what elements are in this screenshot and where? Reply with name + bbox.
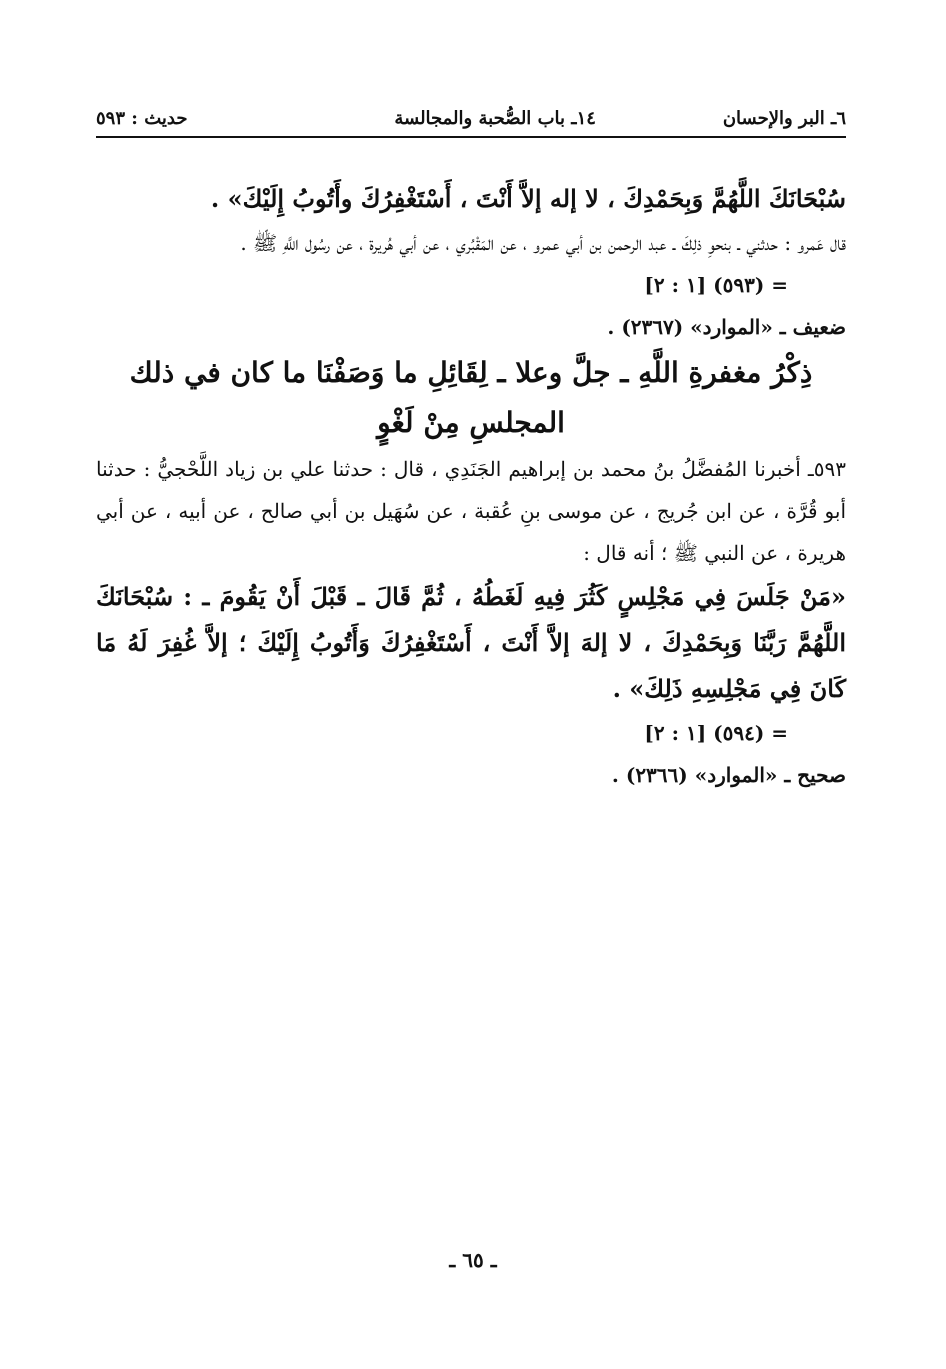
hadith-grade: صحيح ـ «الموارد» (٢٣٦٦) .: [611, 763, 846, 787]
hadith-grade: ضعيف ـ «الموارد» (٢٣٦٧) .: [607, 315, 846, 339]
isnad-paragraph: ٥٩٣ـ أخبرنا المُفضَّلُ بنُ محمد بن إبراهيم الجَنَدِي ، قال : حدثنا علي بن زياد اللَّحْجيُّ : حدثنا أبو قُرَّة ، عن ابن جُريج ، عن موسى بنِ عُقبة ، عن سُهَيل بن أبي صالح ، عن أبيه ، عن أبي هريرة ، عن النبي ﷺ ؛ أنه قال :: [96, 457, 846, 565]
isnad-paragraph: قال عَمرو : حدثني ـ بنحوِ ذلِكَ ـ عبد الرحمن بن أبي عمرو ، عن المَقْبُري ، عن أبي هُريرة ، عن رسُول اللَّهِ ﷺ .: [240, 231, 846, 255]
header-section: ١٤ـ باب الصُّحبة والمجالسة: [394, 107, 596, 129]
hadith-reference: = (٥٩٤) [١ : ٢]: [644, 721, 788, 745]
section-heading: ذِكْرُ مغفرةِ اللَّهِ ـ جلَّ وعلا ـ لِقَائِلِ ما وَصَفْنَا ما كان في ذلك المجلسِ مِنْ لَغْوٍ: [129, 356, 813, 439]
page-number: ـ ٦٥ ـ: [449, 1248, 497, 1272]
prophetic-text-continuation: سُبْحَانَكَ اللَّهُمَّ وَبِحَمْدِكَ ، لا إله إلاَّ أَنْتَ ، أَسْتَغْفِرُكَ وأَتُوبُ إِلَيْكَ» .: [210, 184, 846, 213]
prophetic-text: «مَنْ جَلَسَ فِي مَجْلِسٍ كَثُرَ فِيهِ لَغَطُهُ ، ثُمَّ قَالَ ـ قَبْلَ أَنْ يَقُومَ ـ : سُبْحَانَكَ اللَّهُمَّ رَبَّنَا وَبِحَمْدِكَ ، لا إلهَ إلاَّ أَنْتَ ، أَسْتَغْفِرُكَ وَأَتُوبُ إِلَيْكَ ؛ إلاَّ غُفِرَ لَهُ مَا كَانَ فِي مَجْلِسِهِ ذَلِكَ» .: [96, 582, 846, 703]
hadith-reference: = (٥٩٣) [١ : ٢]: [644, 273, 788, 297]
header-hadith-ref: حديث : ٥٩٣: [96, 107, 188, 129]
header-chapter: ٦ـ البر والإحسان: [722, 107, 846, 129]
page-body: [96, 176, 846, 796]
page-header: [96, 100, 846, 138]
